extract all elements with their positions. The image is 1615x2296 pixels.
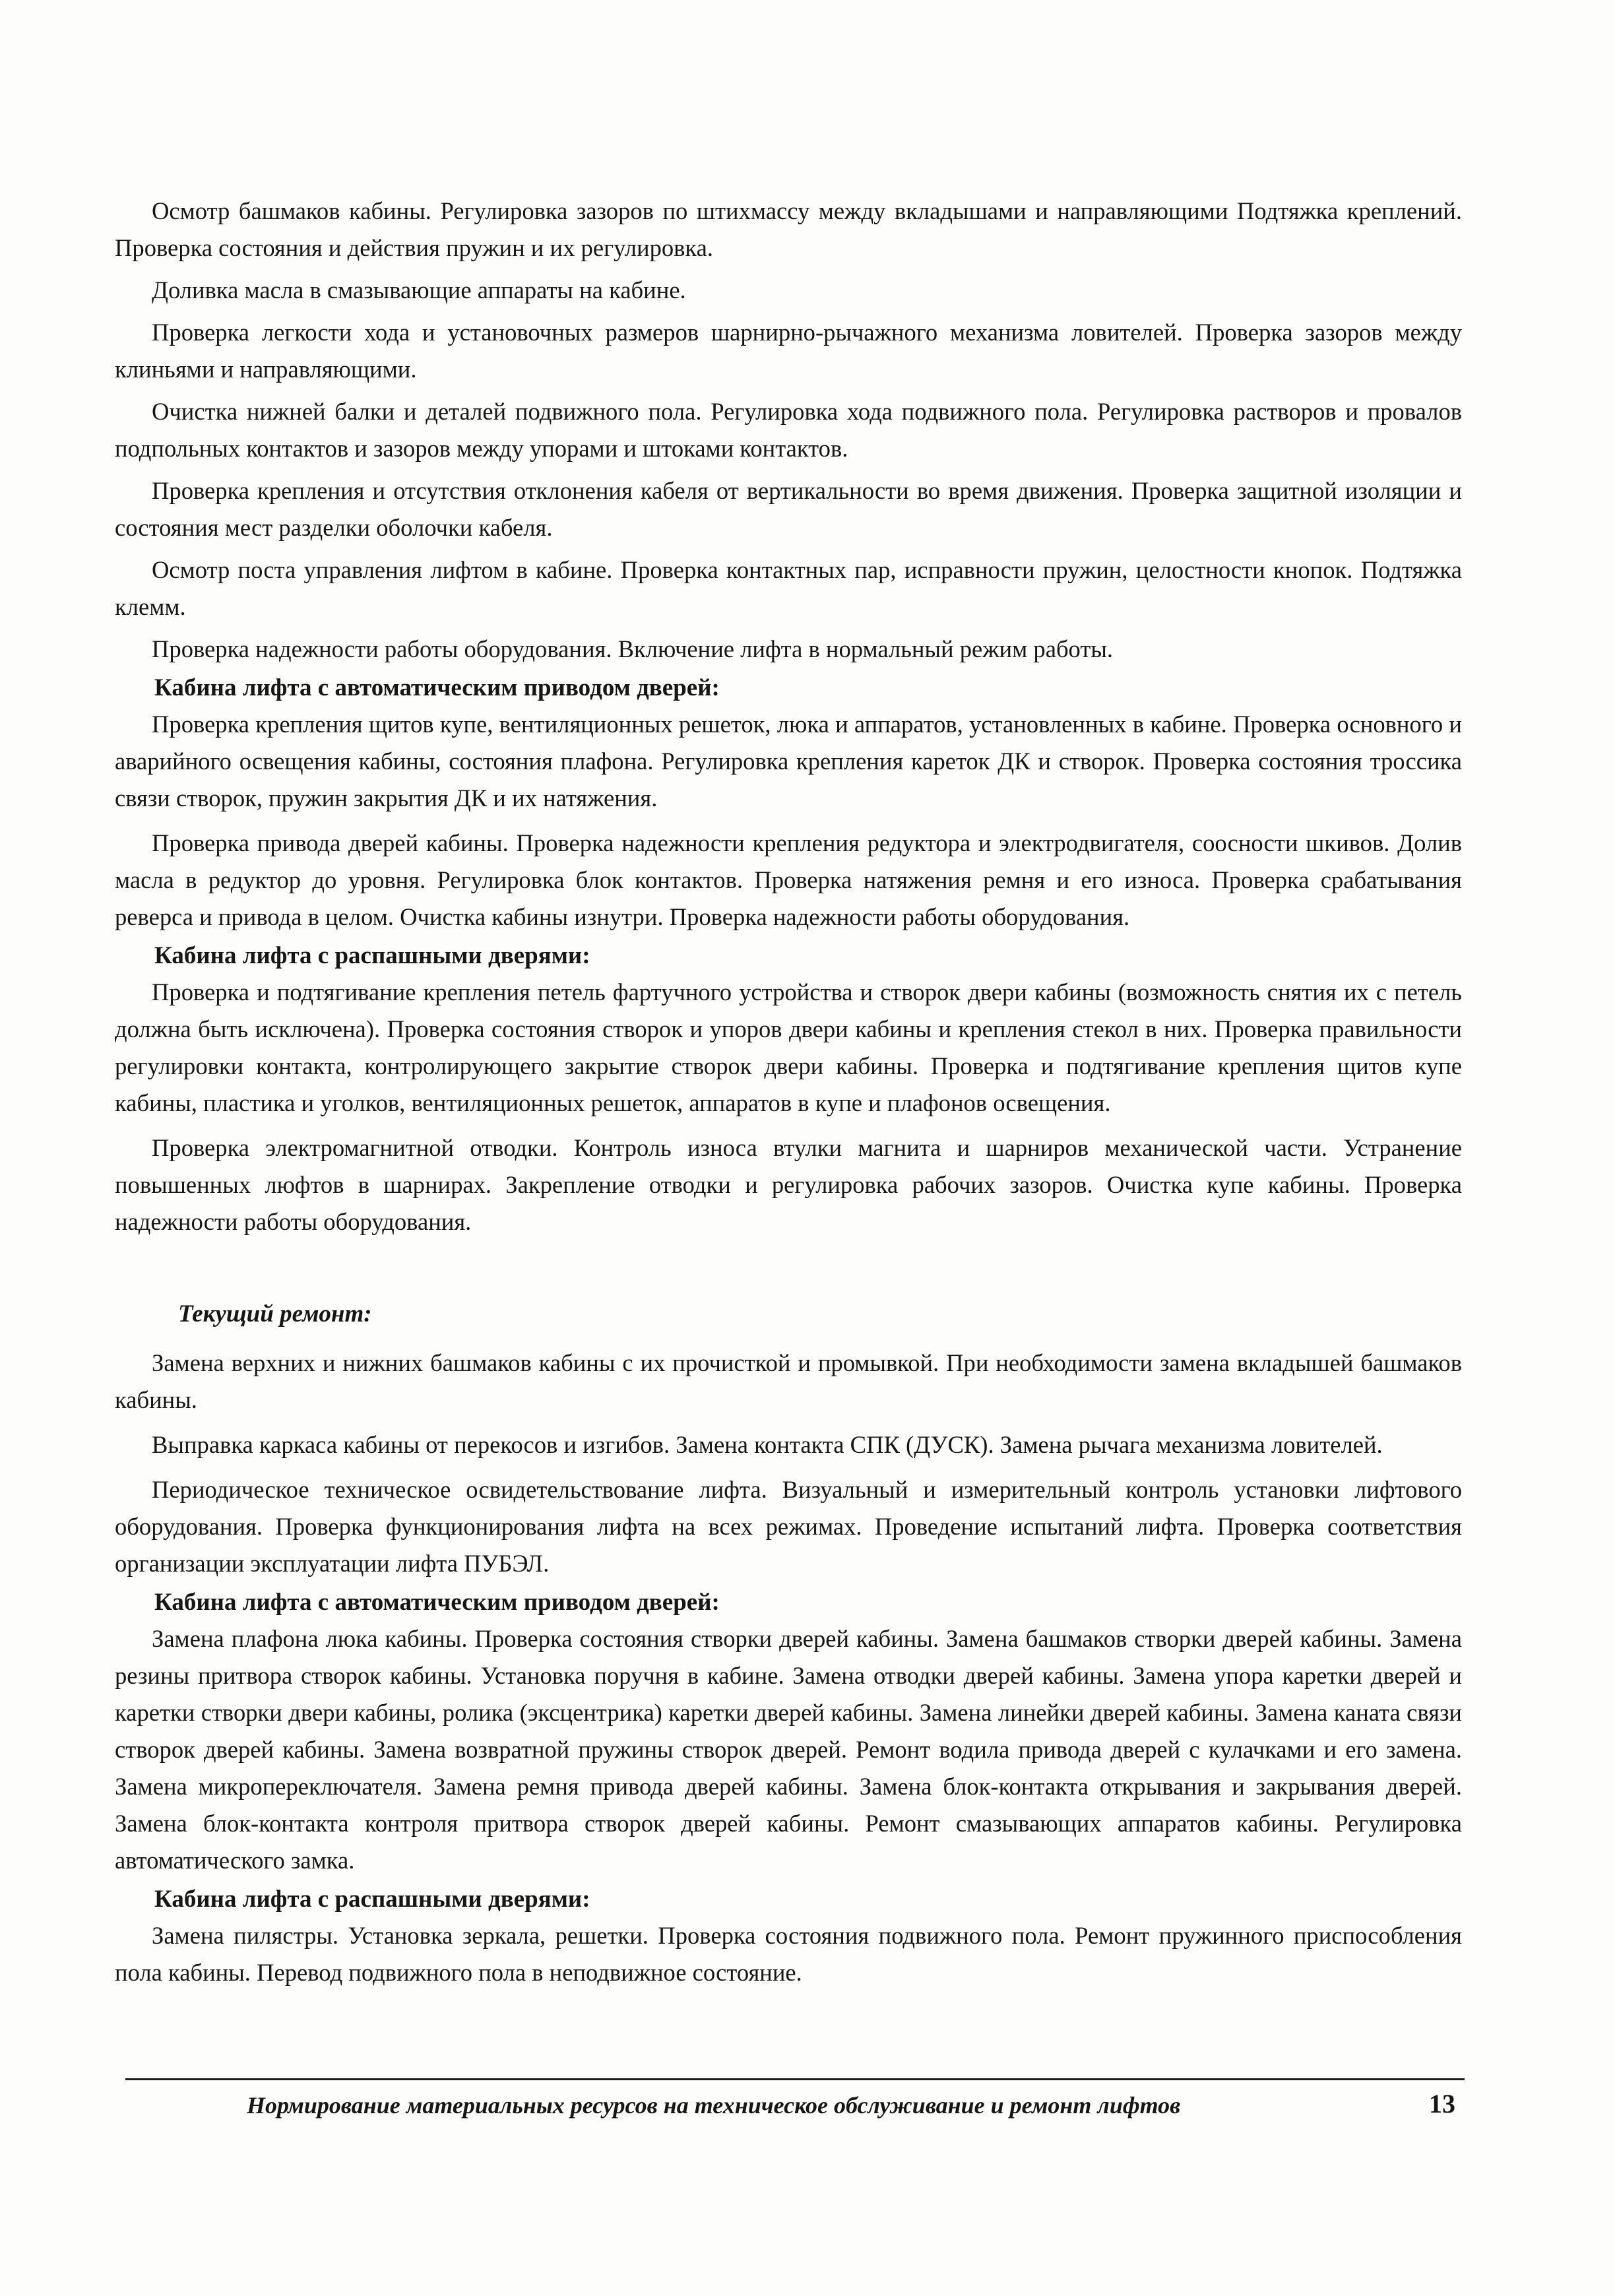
page-number: 13 <box>1429 2089 1455 2119</box>
paragraph: Доливка масла в смазывающие аппараты на кабине. <box>152 276 686 303</box>
subheading-automatic-doors: Кабина лифта с автоматическим приводом дверей: <box>154 674 720 701</box>
paragraph: Проверка крепления и отсутствия отклонения кабеля от вертикальности во время движения. Проверка защитной изоляции и состояния мест разделки оболочки кабеля. <box>115 477 1462 541</box>
paragraph: Замена плафона люка кабины. Проверка состояния створки дверей кабины. Замена башмаков створки дверей кабины. Замена резины притвора створок кабины. Установка поручня в кабине. Замена отводки дверей кабины. Замена упора каретки дверей и каретки створки двери кабины, ролика (эксцентрика) каретки дверей кабины. Замена линейки дверей кабины. Замена каната связи створок дверей кабины. Замена возвратной пружины створок дверей. Ремонт водила привода дверей с кулачками и его замена. Замена микропереключателя. Замена ремня привода дверей кабины. Замена блок-контакта открывания и закрывания дверей. Замена блок-контакта контроля притвора створок дверей кабины. Ремонт смазывающих аппаратов кабины. Регулировка автоматического замка. <box>115 1625 1462 1874</box>
paragraph: Осмотр башмаков кабины. Регулировка зазоров по штихмассу между вкладышами и направляющими Подтяжка креплений. Проверка состояния и действия пружин и их регулировка. <box>115 197 1462 261</box>
paragraph: Проверка надежности работы оборудования. Включение лифта в нормальный режим работы. <box>152 635 1114 662</box>
footer-title: Нормирование материальных ресурсов на техническое обслуживание и ремонт лифтов <box>247 2092 1181 2119</box>
paragraph: Замена пилястры. Установка зеркала, решетки. Проверка состояния подвижного пола. Ремонт пружинного приспособления пола кабины. Перевод подвижного пола в неподвижное состояние. <box>115 1922 1462 1986</box>
paragraph: Очистка нижней балки и деталей подвижного пола. Регулировка хода подвижного пола. Регулировка растворов и провалов подпольных контактов и зазоров между упорами и штоками контактов. <box>115 398 1462 462</box>
paragraph: Осмотр поста управления лифтом в кабине. Проверка контактных пар, исправности пружин, целостности кнопок. Подтяжка клемм. <box>115 556 1462 620</box>
paragraph: Проверка легкости хода и установочных размеров шарнирно-рычажного механизма ловителей. Проверка зазоров между клиньями и направляющими. <box>115 319 1462 383</box>
subheading-automatic-doors: Кабина лифта с автоматическим приводом дверей: <box>154 1589 720 1616</box>
footer-divider <box>125 2078 1465 2080</box>
paragraph: Проверка электромагнитной отводки. Контроль износа втулки магнита и шарниров механической части. Устранение повышенных люфтов в шарнирах. Закрепление отводки и регулировка рабочих зазоров. Очистка купе кабины. Проверка надежности работы оборудования. <box>115 1134 1462 1235</box>
paragraph: Проверка привода дверей кабины. Проверка надежности крепления редуктора и электродвигателя, соосности шкивов. Долив масла в редуктор до уровня. Регулировка блок контактов. Проверка натяжения ремня и его износа. Проверка срабатывания реверса и привода в целом. Очистка кабины изнутри. Проверка надежности работы оборудования. <box>115 829 1462 930</box>
paragraph: Выправка каркаса кабины от перекосов и изгибов. Замена контакта СПК (ДУСК). Замена рычага механизма ловителей. <box>152 1431 1383 1458</box>
paragraph: Замена верхних и нижних башмаков кабины с их прочисткой и промывкой. При необходимости замена вкладышей башмаков кабины. <box>115 1349 1462 1413</box>
section-heading-current-repair: Текущий ремонт: <box>178 1300 372 1327</box>
subheading-swing-doors: Кабина лифта с распашными дверями: <box>154 942 590 969</box>
paragraph: Проверка крепления щитов купе, вентиляционных решеток, люка и аппаратов, установленных в кабине. Проверка основного и аварийного освещения кабины, состояния плафона. Регулировка крепления кареток ДК и створок. Проверка состояния троссика связи створок, пружин закрытия ДК и их натяжения. <box>115 711 1462 812</box>
paragraph: Периодическое техническое освидетельствование лифта. Визуальный и измерительный контроль установки лифтового оборудования. Проверка функционирования лифта на всех режимах. Проведение испытаний лифта. Проверка соответствия организации эксплуатации лифта ПУБЭЛ. <box>115 1476 1462 1577</box>
subheading-swing-doors: Кабина лифта с распашными дверями: <box>154 1886 590 1913</box>
paragraph: Проверка и подтягивание крепления петель фартучного устройства и створок двери кабины (возможность снятия их с петель должна быть исключена). Проверка состояния створок и упоров двери кабины и крепления стекол в них. Проверка правильности регулировки контакта, контролирующего закрытие створок двери кабины. Проверка и подтягивание крепления щитов купе кабины, пластика и уголков, вентиляционных решеток, аппаратов в купе и плафонов освещения. <box>115 978 1462 1116</box>
page-body <box>115 193 1462 1991</box>
